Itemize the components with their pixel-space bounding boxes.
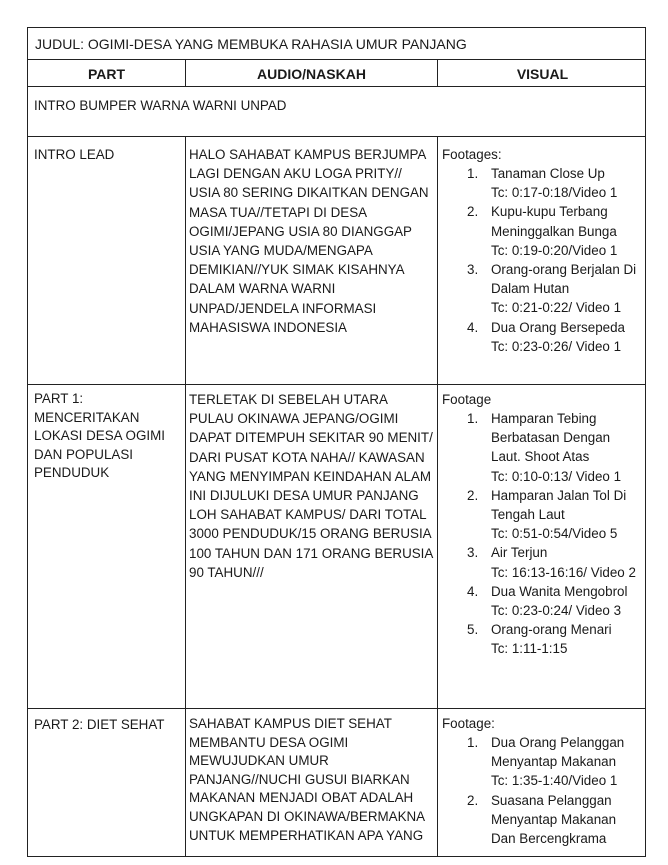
row-divider [28,136,645,137]
list-item: 1. Hamparan Tebing Berbatasan Dengan Laut. Shoot Atas Tc: 0:10-0:13/ Video 1 [467,411,622,484]
script-table [27,27,646,857]
list-item: 4. Dua Orang Bersepeda Tc: 0:23-0:26/ Video 1 [467,319,625,354]
document-title: JUDUL: OGIMI-DESA YANG MEMBUKA RAHASIA UMUR PANJANG [35,36,467,52]
row-visual [442,146,642,356]
visual-heading: Footage: [442,716,495,731]
list-item: 5. Orang-orang Menari Tc: 1:11-1:15 [467,622,612,657]
row-divider [28,384,645,385]
list-item: 2. Suasana Pelanggan Menyantap Makanan Dan Bercengkrama [467,792,617,847]
list-item: 4. Dua Wanita Mengobrol Tc: 0:23-0:24/ Video 3 [467,583,628,619]
row-part-label: INTRO LEAD [34,147,115,162]
header-visual: VISUAL [516,66,569,82]
row-divider [28,708,645,709]
list-item: 1. Dua Orang Pelanggan Menyantap Makanan Tc: 1:35-1:40/Video 1 [467,735,625,789]
list-item: 2. Hamparan Jalan Tol Di Tengah Laut Tc: 0:51-0:54/Video 5 [467,487,627,542]
row-divider [28,59,645,60]
header-part: PART [87,66,126,82]
list-item: 3. Orang-orang Berjalan Di Dalam Hutan Tc: 0:21-0:22/ Video 1 [467,262,637,316]
list-item: 1. Tanaman Close Up Tc: 0:17-0:18/Video 1 [467,166,618,201]
row-visual [442,391,642,659]
list-item: 2. Kupu-kupu Terbang Meninggalkan Bunga Tc: 0:19-0:20/Video 1 [467,204,618,258]
row-part-label: PART 2: DIET SEHAT [34,717,165,732]
col-divider [185,136,186,856]
intro-bumper: INTRO BUMPER WARNA WARNI UNPAD [34,98,287,113]
shot-list [442,409,642,659]
visual-heading: Footages: [442,147,502,162]
row-audio-script: TERLETAK DI SEBELAH UTARA PULAU OKINAWA JEPANG/OGIMI DAPAT DITEMPUH SEKITAR 90 MENIT/ DARI PUSAT KOTA NAHA// KAWASAN YANG MENYIMPAN KEINDAHAN ALAM INI DIJULUKI DESA UMUR PANJANG LOH SAHABAT KAMPUS/ DARI TOTAL 3000 PENDUDUK/15 ORANG BERUSIA 100 TAHUN DAN 171 ORANG BERUSIA 90 TAHUN/// [189,392,433,580]
row-visual [442,715,642,848]
row-audio-script: HALO SAHABAT KAMPUS BERJUMPA LAGI DENGAN AKU LOGA PRITY// USIA 80 SERING DIKAITKAN DENGAN MASA TUA//TETAPI DI DESA OGIMI/JEPANG USIA 80 DIANGGAP USIA YANG MUDA/MENGAPA DEMIKIAN//YUK SIMAK KISAHNYA DALAM WARNA WARNI UNPAD/JENDELA INFORMASI MAHASISWA INDONESIA [189,147,429,335]
row-part-label: PART 1: MENCERITAKAN LOKASI DESA OGIMI DAN POPULASI PENDUDUK [34,391,165,480]
shot-list [442,733,642,848]
list-item: 3. Air Terjun Tc: 16:13-16:16/ Video 2 [467,545,636,580]
shot-list [442,164,642,356]
header-audio: AUDIO/NASKAH [257,66,366,82]
row-divider [28,86,645,87]
row-audio-script: SAHABAT KAMPUS DIET SEHAT MEMBANTU DESA OGIMI MEWUJUDKAN UMUR PANJANG//NUCHI GUSUI BIARKAN MAKANAN MENJADI OBAT ADALAH UNGKAPAN DI OKINAWA/BERMAKNA UNTUK MEMPERHATIKAN APA YANG [189,716,425,843]
col-divider [437,136,438,856]
visual-heading: Footage [442,392,492,407]
